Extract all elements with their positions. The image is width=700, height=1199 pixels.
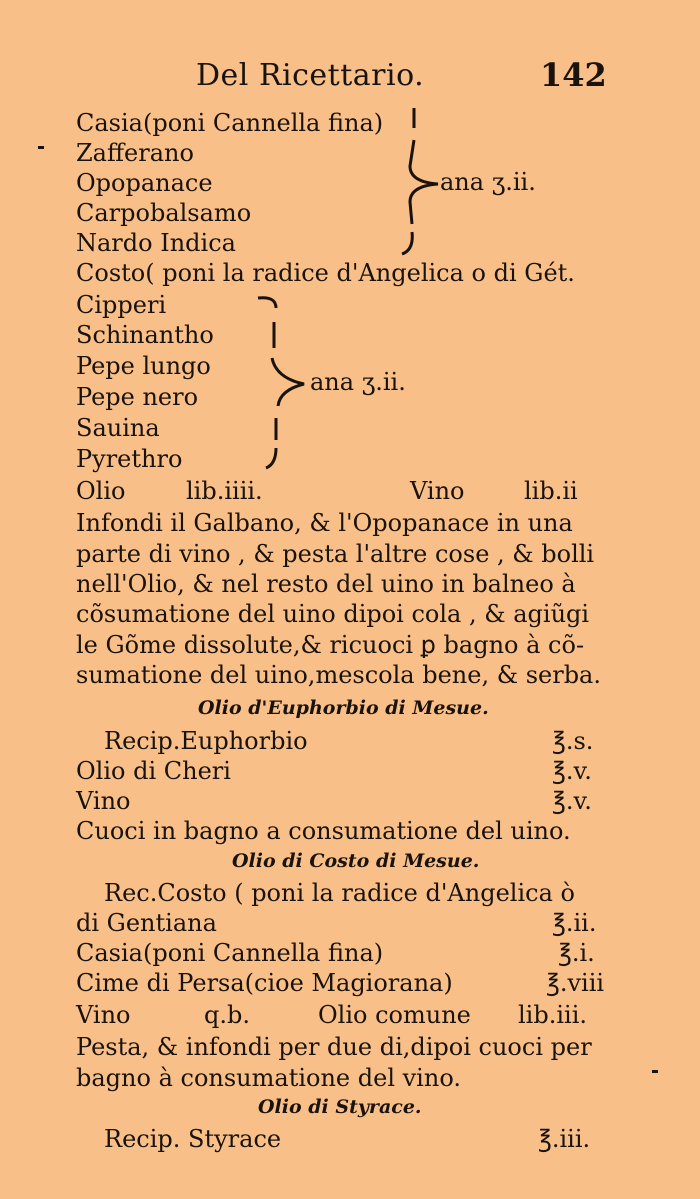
instruction-line: Rec.Costo ( poni la radice d'Angelica ò [104,879,575,907]
dose-label: ana ʒ.ii. [310,368,406,396]
item-name: Olio di Cheri [76,757,231,785]
ingredient-line: Cipperi [76,291,167,319]
recipe-heading: Olio di Costo di Mesue. [232,850,480,872]
item-quantity: ℥.i. [558,939,595,967]
ingredient-line: Sauina [76,414,160,442]
instruction-line: le Gõme dissolute,& ricuoci ꝑ bagno à cõ- [76,631,585,659]
item-quantity: ℥.ii. [552,909,597,937]
instruction-line: nell'Olio, & nel resto del uino in balneo à [76,570,576,598]
ingredient-line: Nardo Indica [76,229,236,257]
curly-brace-icon [254,292,312,472]
running-header-title: Del Ricettario. [196,58,425,93]
item-quantity: q.b. [204,1001,250,1029]
item-quantity: ℥.v. [552,757,592,785]
margin-mark [652,1070,658,1073]
instruction-line: Infondi il Galbano, & l'Opopanace in una [76,509,573,537]
item-quantity: ℥.s. [552,727,594,755]
item-name: di Gentiana [76,909,217,937]
ingredient-line: Casia(poni Cannella fina) [76,109,384,137]
instruction-line: sumatione del uino,mescola bene, & serba. [76,661,601,689]
item-quantity: lib.ii [524,477,578,505]
item-quantity: ℥.iii. [538,1125,591,1153]
item-name: Cime di Persa(cioe Magiorana) [76,969,453,997]
ingredient-line: Pepe lungo [76,352,211,380]
item-name: Casia(poni Cannella fina) [76,939,384,967]
item-name: Vino [76,1001,131,1029]
instruction-line: bagno à consumatione del vino. [76,1064,461,1092]
ingredient-line: Opopanace [76,169,213,197]
item-quantity: lib.iii. [518,1001,587,1029]
item-quantity: ℥.viii [546,969,605,997]
item-quantity: lib.iiii. [186,477,263,505]
curly-brace-icon [396,104,442,258]
page-number: 142 [540,56,607,94]
instruction-line: cõsumatione del uino dipoi cola , & agiũgi [76,600,590,628]
ingredient-line: Schinantho [76,321,214,349]
dose-label: ana ʒ.ii. [440,168,536,196]
ingredient-line: Pyrethro [76,445,183,473]
item-name: Vino [410,477,465,505]
item-quantity: ℥.v. [552,787,592,815]
instruction-line: Cuoci in bagno a consumatione del uino. [76,817,571,845]
instruction-line: parte di vino , & pesta l'altre cose , & bolli [76,540,595,568]
item-name: Recip.Euphorbio [104,727,308,755]
instruction-line: Pesta, & infondi per due di,dipoi cuoci per [76,1033,592,1061]
ingredient-line: Carpobalsamo [76,199,252,227]
recipe-heading: Olio d'Euphorbio di Mesue. [198,697,489,719]
item-name: Recip. Styrace [104,1125,282,1153]
margin-mark [38,146,44,149]
ingredient-line: Zafferano [76,139,194,167]
ingredient-line: Pepe nero [76,383,199,411]
item-name: Vino [76,787,131,815]
ingredient-line: Costo( poni la radice d'Angelica o di Gét. [76,259,575,287]
item-name: Olio [76,477,126,505]
item-name: Olio comune [318,1001,471,1029]
recipe-heading: Olio di Styrace. [258,1096,422,1118]
